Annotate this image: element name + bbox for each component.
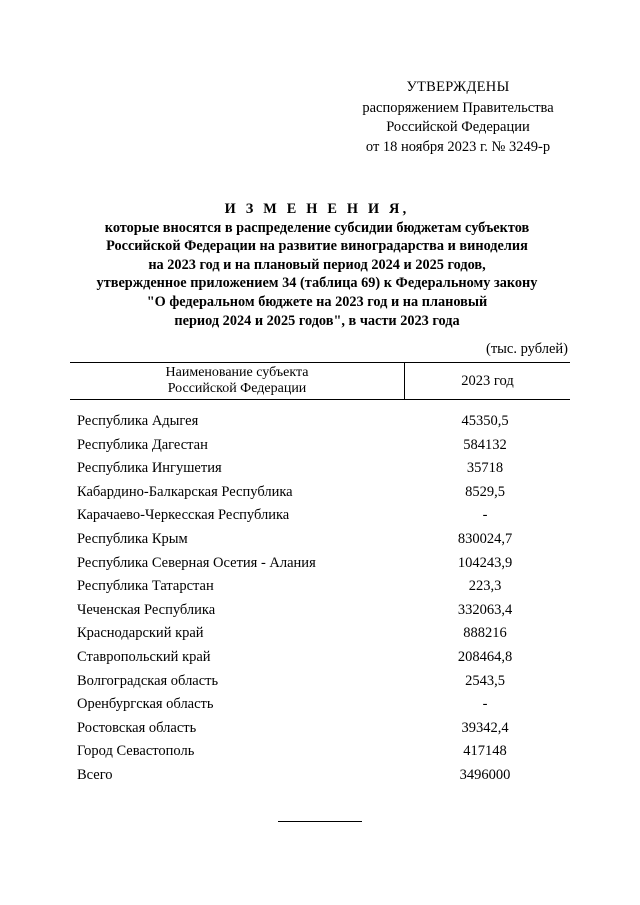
region-value: 332063,4 (457, 601, 513, 618)
table-row (77, 670, 577, 694)
table-row (77, 717, 577, 741)
approval-line-2: Российской Федерации (386, 119, 530, 135)
table-row (77, 504, 577, 528)
approval-line-1: распоряжением Правительства (362, 99, 554, 116)
region-name: Волгоградская область (77, 672, 219, 689)
column-header-year: 2023 год (461, 372, 514, 389)
table-row (77, 622, 577, 646)
region-name: Всего (77, 766, 113, 783)
region-value: 888216 (463, 625, 507, 642)
table-row (77, 646, 577, 670)
region-name: Кабардино-Балкарская Республика (77, 483, 293, 500)
region-value: 830024,7 (457, 530, 513, 547)
region-name: Республика Северная Осетия - Алания (77, 554, 316, 571)
title-line-6: период 2024 и 2025 годов", в части 2023 года (174, 312, 460, 329)
approval-block (320, 78, 596, 157)
region-name: Республика Татарстан (77, 578, 214, 595)
region-value: 223,3 (468, 578, 502, 595)
region-value: - (482, 696, 488, 713)
region-name: Республика Ингушетия (77, 460, 222, 477)
region-value: 417148 (463, 743, 507, 760)
region-name: Город Севастополь (77, 743, 195, 760)
closing-divider (278, 821, 362, 822)
region-name: Чеченская Республика (77, 601, 216, 618)
table-row (77, 481, 577, 505)
column-header-name (70, 363, 405, 399)
approval-line-3: от 18 ноября 2023 г. № 3249-р (365, 138, 551, 155)
title-line-3: на 2023 год и на плановый период 2024 и 2025 годов, (148, 256, 486, 273)
table-row (77, 740, 577, 764)
title-line-5: "О федеральном бюджете на 2023 год и на плановый (146, 293, 488, 310)
region-value: 45350,5 (461, 413, 509, 429)
region-value: 208464,8 (457, 648, 513, 665)
region-value: 2543,5 (465, 672, 505, 689)
region-value: 584132 (463, 436, 507, 453)
title-line-1: которые вносятся в распределение субсидии бюджетам субъектов (104, 219, 530, 236)
region-value: 104243,9 (457, 554, 513, 571)
table-header (70, 362, 570, 400)
column-header-name-line-2: Российской Федерации (167, 381, 307, 396)
table-row (77, 693, 577, 717)
title-heading: И З М Е Н Е Н И Я, (224, 201, 410, 217)
region-value: 39342,4 (461, 719, 509, 736)
region-name: Ростовская область (77, 719, 197, 736)
table-row (77, 575, 577, 599)
table-row (77, 599, 577, 623)
region-value: 3496000 (459, 766, 511, 783)
region-name: Республика Адыгея (77, 413, 199, 429)
document-title (60, 200, 574, 330)
table-body (77, 410, 577, 788)
region-name: Республика Дагестан (77, 436, 208, 453)
region-name: Карачаево-Черкесская Республика (77, 507, 290, 524)
title-line-2: Российской Федерации на развитие виноградарства и виноделия (106, 238, 528, 255)
unit-label: (тыс. рублей) (486, 341, 568, 357)
region-value: 8529,5 (465, 483, 505, 500)
table-row (77, 434, 577, 458)
column-header-name-line-1: Наименование субъекта (165, 365, 309, 380)
table-row (77, 764, 577, 788)
title-line-4: утвержденное приложением 34 (таблица 69) к Федеральному закону (96, 275, 538, 292)
region-name: Краснодарский край (77, 625, 204, 642)
region-value: 35718 (466, 460, 504, 477)
region-name: Оренбургская область (77, 696, 214, 713)
table-row (77, 528, 577, 552)
table-row (77, 457, 577, 481)
table-row (77, 410, 577, 434)
approval-heading: УТВЕРЖДЕНЫ (406, 79, 510, 95)
region-name: Республика Крым (77, 530, 188, 547)
region-value: - (482, 507, 488, 524)
table-row (77, 552, 577, 576)
region-name: Ставропольский край (77, 648, 211, 665)
